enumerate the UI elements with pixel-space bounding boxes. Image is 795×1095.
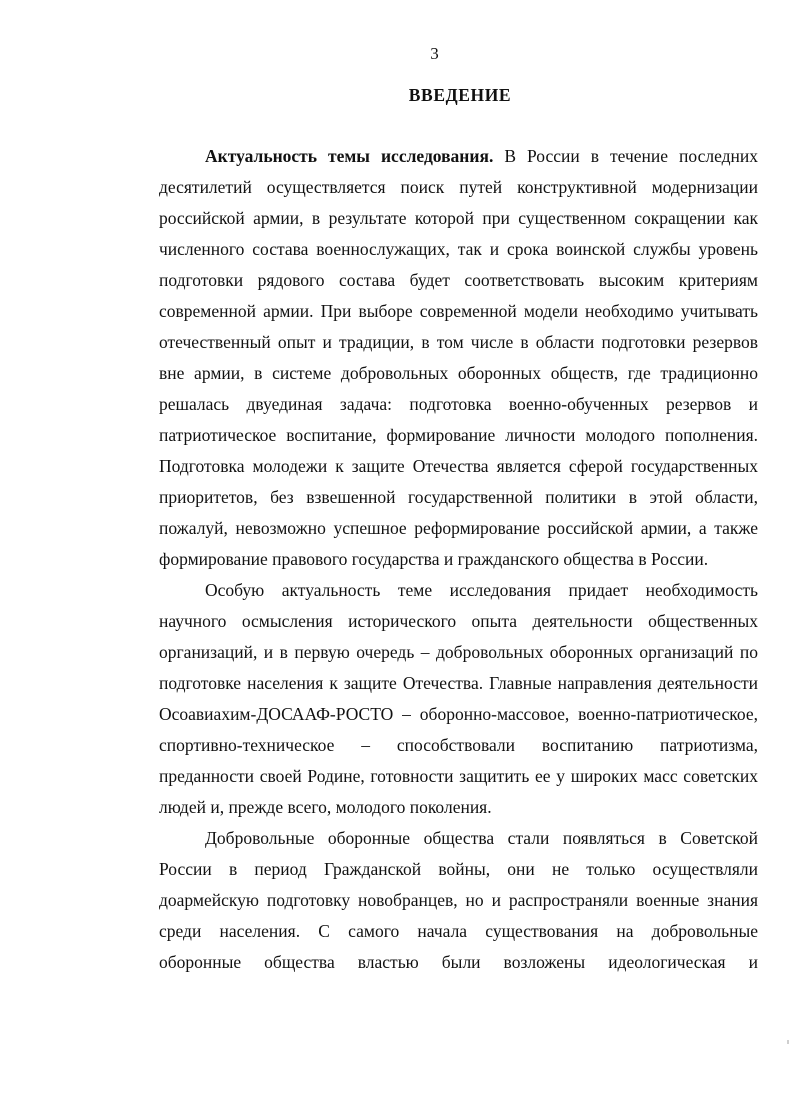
- text-line: Особую актуальность теме исследования придает необходимость: [205, 580, 758, 600]
- text-line: вне армии, в системе добровольных оборонных обществ, где традиционно: [159, 363, 758, 383]
- text-line: численного состава военнослужащих, так и срока воинской службы уровень: [159, 239, 758, 259]
- text-line: современной армии. При выборе современной модели необходимо учитывать: [159, 301, 758, 321]
- scan-mark: [787, 1040, 789, 1044]
- text-line: приоритетов, без взвешенной государственной политики в этой области,: [159, 487, 758, 507]
- paragraph-defense-societies: [113, 823, 758, 978]
- text-line: оборонные общества властью были возложены идеологическая и: [159, 952, 758, 972]
- bold-lead-phrase: Актуальность темы исследования.: [205, 146, 494, 166]
- text-line: научного осмысления исторического опыта деятельности общественных: [159, 611, 758, 631]
- text-line: патриотическое воспитание, формирование личности молодого пополнения.: [159, 425, 758, 445]
- page-number: 3: [430, 44, 439, 63]
- paragraph-historical-experience: [113, 575, 758, 823]
- text-line: отечественный опыт и традиции, в том числе в области подготовки резервов: [159, 332, 758, 352]
- text-line: людей и, прежде всего, молодого поколения.: [159, 797, 492, 817]
- text-line: спортивно-техническое – способствовали воспитанию патриотизма,: [159, 735, 758, 755]
- text-line: подготовке населения к защите Отечества. Главные направления деятельности: [159, 673, 758, 693]
- section-heading: ВВЕДЕНИЕ: [408, 85, 512, 105]
- text-line: решалась двуединая задача: подготовка военно-обученных резервов и: [159, 394, 758, 414]
- text-line: российской армии, в результате которой при существенном сокращении как: [159, 208, 758, 228]
- text-line: доармейскую подготовку новобранцев, но и распространяли военные знания: [159, 890, 758, 910]
- text-line: [113, 141, 758, 172]
- body-text: [113, 141, 758, 978]
- text-line: организаций, и в первую очередь – добровольных оборонных организаций по: [159, 642, 758, 662]
- text-line: пожалуй, невозможно успешное реформирование российской армии, а также: [159, 518, 758, 538]
- text-line-tail: В России в течение последних: [493, 146, 759, 166]
- text-line: России в период Гражданской войны, они не только осуществляли: [159, 859, 758, 879]
- paragraph-relevance: [113, 141, 758, 575]
- text-line: среди населения. С самого начала существования на добровольные: [159, 921, 758, 941]
- text-line: формирование правового государства и гражданского общества в России.: [159, 549, 709, 569]
- text-line: Подготовка молодежи к защите Отечества является сферой государственных: [159, 456, 758, 476]
- text-line: десятилетий осуществляется поиск путей конструктивной модернизации: [159, 177, 758, 197]
- text-line: Осоавиахим-ДОСААФ-РОСТО – оборонно-массовое, военно-патриотическое,: [159, 704, 758, 724]
- text-line: преданности своей Родине, готовности защитить ее у широких масс советских: [159, 766, 758, 786]
- text-line: подготовки рядового состава будет соответствовать высоким критериям: [159, 270, 758, 290]
- text-line: Добровольные оборонные общества стали появляться в Советской: [205, 828, 758, 848]
